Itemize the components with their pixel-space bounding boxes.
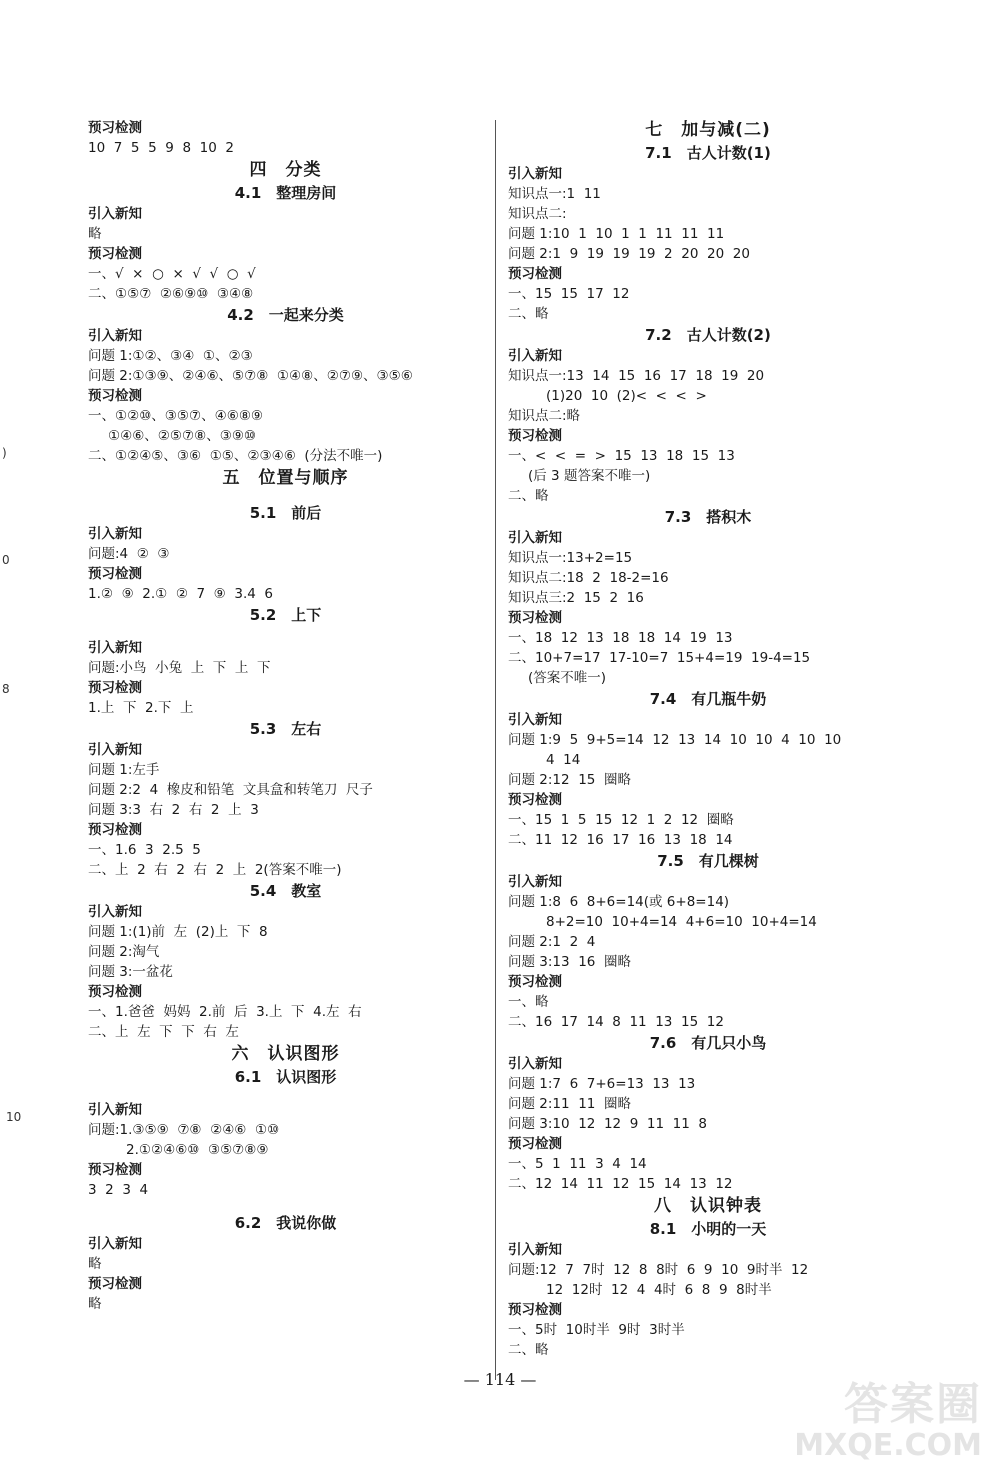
spacer	[88, 626, 483, 638]
page-number: — 114 —	[463, 1370, 537, 1389]
right-column	[508, 118, 908, 1360]
answer-line: 问题 2:①③⑨、②④⑥、⑤⑦⑧ ①④⑧、②⑦⑨、③⑤⑥	[88, 368, 413, 384]
left-column	[88, 118, 483, 1314]
answer-line: 二、12 14 11 12 15 14 13 12	[508, 1176, 733, 1192]
answer-line: 略	[88, 1296, 102, 1312]
answer-line: 一、5时 10时半 9时 3时半	[508, 1322, 685, 1338]
subsection-label: 预习检测	[508, 610, 562, 626]
answer-line: 二、①⑤⑦ ②⑥⑨⑩ ③④⑧	[88, 286, 254, 302]
answer-line: 一、< < = > 15 13 18 15 13	[508, 448, 735, 464]
section-heading: 5.2 上下	[249, 606, 322, 624]
answer-line: 二、略	[508, 306, 549, 322]
watermark-logo	[782, 1368, 982, 1463]
spacer	[88, 490, 483, 502]
subsection-label: 引入新知	[508, 1242, 562, 1258]
section-heading: 5.3 左右	[249, 720, 322, 738]
subsection-label: 预习检测	[88, 566, 142, 582]
section-heading: 7.5 有几棵树	[657, 852, 759, 870]
answer-line: 8+2=10 10+4=14 4+6=10 10+4=14	[546, 914, 817, 930]
answer-line: 10 7 5 5 9 8 10 2	[88, 140, 234, 156]
answer-line: 二、上 2 右 2 右 2 上 2(答案不唯一)	[88, 862, 342, 878]
chapter-heading: 八 认识钟表	[654, 1196, 762, 1216]
answer-line: 知识点二:18 2 18-2=16	[508, 570, 669, 586]
answer-line: 知识点三:2 15 2 16	[508, 590, 644, 606]
answer-line: 一、15 15 17 12	[508, 286, 630, 302]
answer-line: 知识点一:1 11	[508, 186, 601, 202]
subsection-label: 引入新知	[508, 530, 562, 546]
answer-line: 问题 1:7 6 7+6=13 13 13	[508, 1076, 696, 1092]
answer-line: 一、①②⑩、③⑤⑦、④⑥⑧⑨	[88, 408, 264, 424]
section-heading: 6.2 我说你做	[234, 1214, 337, 1232]
chapter-heading: 四 分类	[249, 160, 322, 180]
subsection-label: 引入新知	[88, 526, 142, 542]
subsection-label: 引入新知	[88, 1236, 142, 1252]
answer-line: 3 2 3 4	[88, 1182, 149, 1198]
answer-line: 问题 2:2 4 橡皮和铅笔 文具盒和转笔刀 尺子	[88, 782, 373, 798]
answer-line: 问题:4 ② ③	[88, 546, 170, 562]
subsection-label: 预习检测	[508, 792, 562, 808]
answer-line: 问题 1:左手	[88, 762, 160, 778]
subsection-label: 预习检测	[508, 266, 562, 282]
subsection-label: 引入新知	[508, 712, 562, 728]
answer-line: 问题:小鸟 小兔 上 下 上 下	[88, 660, 271, 676]
answer-line: 问题 2:1 2 4	[508, 934, 596, 950]
subsection-label: 引入新知	[88, 904, 142, 920]
answer-line: 问题 3:3 右 2 右 2 上 3	[88, 802, 259, 818]
subsection-label: 引入新知	[508, 874, 562, 890]
watermark-chars: 答案圈	[844, 1379, 982, 1430]
subsection-label: 预习检测	[88, 246, 142, 262]
section-heading: 7.3 搭积木	[664, 508, 752, 526]
section-heading: 5.4 教室	[249, 882, 322, 900]
answer-line: 问题 1:9 5 9+5=14 12 13 14 10 10 4 10 10	[508, 732, 842, 748]
answer-line: 知识点一:13 14 15 16 17 18 19 20	[508, 368, 765, 384]
watermark-url: MXQE.COM	[794, 1428, 982, 1463]
answer-line: 一、18 12 13 18 18 14 19 13	[508, 630, 733, 646]
answer-line: 1.② ⑨ 2.① ② 7 ⑨ 3.4 6	[88, 586, 273, 602]
chapter-heading: 六 认识图形	[231, 1044, 340, 1064]
answer-line: 一、√ × ○ × √ √ ○ √	[88, 266, 256, 282]
answer-line: 问题 2:淘气	[88, 944, 160, 960]
subsection-label: 引入新知	[508, 1056, 562, 1072]
chapter-heading: 七 加与减(二)	[645, 120, 771, 140]
subsection-label: 预习检测	[88, 1276, 142, 1292]
margin-mark: 10	[6, 1110, 22, 1124]
answer-line: 4 14	[546, 752, 581, 768]
answer-line: 问题 3:13 16 圈略	[508, 954, 631, 970]
answer-line: 问题 1:(1)前 左 (2)上 下 8	[88, 924, 268, 940]
subsection-label: 引入新知	[88, 742, 142, 758]
section-heading: 5.1 前后	[249, 504, 322, 522]
margin-mark: 0	[2, 553, 10, 567]
answer-line: 一、15 1 5 15 12 1 2 12 圈略	[508, 812, 734, 828]
subsection-label: 预习检测	[88, 388, 142, 404]
subsection-label: 引入新知	[88, 328, 142, 344]
section-heading: 6.1 认识图形	[234, 1068, 337, 1086]
answer-line: 知识点一:13+2=15	[508, 550, 633, 566]
section-heading: 4.2 一起来分类	[227, 306, 344, 324]
section-heading: 8.1 小明的一天	[649, 1220, 767, 1238]
spacer	[88, 1200, 483, 1212]
subsection-label: 预习检测	[88, 822, 142, 838]
answer-line: (后 3 题答案不唯一)	[528, 468, 651, 484]
spacer	[88, 1088, 483, 1100]
answer-line: 知识点二:略	[508, 408, 581, 424]
answer-line: 二、上 左 下 下 右 左	[88, 1024, 239, 1040]
answer-line: 问题 1:10 1 10 1 1 11 11 11	[508, 226, 725, 242]
answer-line: 二、略	[508, 488, 549, 504]
answer-line: 略	[88, 226, 102, 242]
section-heading: 4.1 整理房间	[234, 184, 337, 202]
answer-line: ①④⑥、②⑤⑦⑧、③⑨⑩	[108, 428, 257, 444]
subsection-label: 预习检测	[508, 1136, 562, 1152]
subsection-label: 预习检测	[508, 428, 562, 444]
answer-line: 一、略	[508, 994, 549, 1010]
subsection-label: 引入新知	[508, 166, 562, 182]
subsection-label: 预习检测	[508, 974, 562, 990]
subsection-label: 引入新知	[88, 640, 142, 656]
answer-line: 问题 3:一盆花	[88, 964, 173, 980]
answer-line: 二、略	[508, 1342, 549, 1358]
section-heading: 7.6 有几只小鸟	[649, 1034, 767, 1052]
answer-line: 12 12时 12 4 4时 6 8 9 8时半	[546, 1282, 772, 1298]
answer-line: 二、16 17 14 8 11 13 15 12	[508, 1014, 724, 1030]
answer-line: (答案不唯一)	[528, 670, 607, 686]
answer-line: 问题 2:11 11 圈略	[508, 1096, 631, 1112]
answer-line: 二、11 12 16 17 16 13 18 14	[508, 832, 733, 848]
answer-line: 问题 1:8 6 8+6=14(或 6+8=14)	[508, 894, 730, 910]
answer-line: 问题:12 7 7时 12 8 8时 6 9 10 9时半 12	[508, 1262, 809, 1278]
answer-line: 知识点二:	[508, 206, 567, 222]
subsection-label: 引入新知	[88, 206, 142, 222]
answer-line: 问题 2:1 9 19 19 19 2 20 20 20	[508, 246, 750, 262]
answer-line: 一、1.6 3 2.5 5	[88, 842, 201, 858]
margin-mark: 8	[2, 682, 10, 696]
subsection-label: 引入新知	[508, 348, 562, 364]
answer-line: 2.①②④⑥⑩ ③⑤⑦⑧⑨	[126, 1142, 269, 1158]
section-heading: 7.4 有几瓶牛奶	[649, 690, 767, 708]
answer-line: 1.上 下 2.下 上	[88, 700, 194, 716]
subsection-label: 预习检测	[88, 984, 142, 1000]
answer-line: 一、1.爸爸 妈妈 2.前 后 3.上 下 4.左 右	[88, 1004, 362, 1020]
answer-line: 问题:1.③⑤⑨ ⑦⑧ ②④⑥ ①⑩	[88, 1122, 280, 1138]
answer-line: 二、①②④⑤、③⑥ ①⑤、②③④⑥ (分法不唯一)	[88, 448, 383, 464]
answer-line: 略	[88, 1256, 102, 1272]
column-divider	[495, 120, 496, 1380]
subsection-label: 预习检测	[88, 680, 142, 696]
margin-mark: )	[2, 446, 7, 460]
answer-line: 问题 3:10 12 12 9 11 11 8	[508, 1116, 707, 1132]
section-heading: 7.1 古人计数(1)	[645, 144, 771, 162]
subsection-label: 预习检测	[88, 120, 142, 136]
answer-line: 问题 2:12 15 圈略	[508, 772, 631, 788]
section-heading: 7.2 古人计数(2)	[645, 326, 771, 344]
answer-line: 二、10+7=17 17-10=7 15+4=19 19-4=15	[508, 650, 811, 666]
answer-line: (1)20 10 (2)< < < >	[546, 388, 707, 404]
chapter-heading: 五 位置与顺序	[222, 468, 349, 488]
subsection-label: 引入新知	[88, 1102, 142, 1118]
subsection-label: 预习检测	[508, 1302, 562, 1318]
answer-line: 一、5 1 11 3 4 14	[508, 1156, 647, 1172]
subsection-label: 预习检测	[88, 1162, 142, 1178]
answer-line: 问题 1:①②、③④ ①、②③	[88, 348, 253, 364]
